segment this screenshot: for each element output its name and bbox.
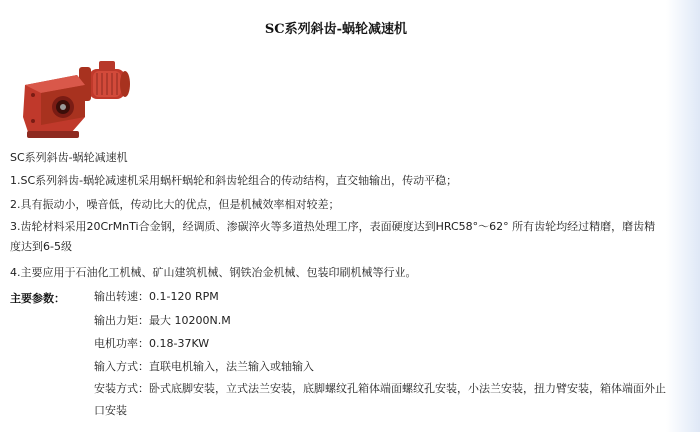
feature-2: 2.具有振动小，噪音低，传动比大的优点，但是机械效率相对较差；	[10, 198, 340, 211]
product-subtitle: SC系列斜齿-蜗轮减速机	[10, 151, 128, 164]
param-output-speed: 输出转速：0.1-120 RPM	[94, 290, 219, 303]
feature-1: 1.SC系列斜齿-蜗轮减速机采用蜗杆蜗轮和斜齿轮组合的传动结构，直交轴输出，传动平稳；	[10, 174, 458, 187]
param-output-torque: 输出力矩：最大 10200N.M	[94, 314, 231, 327]
param-motor-power: 电机功率：0.18-37KW	[94, 337, 210, 350]
feature-3: 3.齿轮材料采用20CrMnTi合金钢，经调质、渗碳淬火等多道热处理工序，表面硬度达到HRC58°～62° 所有齿轮均经过精磨，磨齿精度达到6-5级	[10, 220, 656, 253]
feature-4: 4.主要应用于石油化工机械、矿山建筑机械、钢铁冶金机械、包装印刷机械等行业。	[10, 266, 417, 279]
params-label: 主要参数：	[10, 292, 65, 305]
param-input-method: 输入方式：直联电机输入，法兰输入或轴输入	[94, 360, 314, 373]
gear-reducer-product-photo	[19, 55, 135, 141]
page-title: SC系列斜齿-蜗轮减速机	[264, 22, 408, 37]
param-mounting-method: 安装方式：卧式底脚安装，立式法兰安装，底脚螺纹孔箱体端面螺纹孔安装，小法兰安装，扭力臂安装，箱体端面外止口安装	[94, 382, 666, 417]
